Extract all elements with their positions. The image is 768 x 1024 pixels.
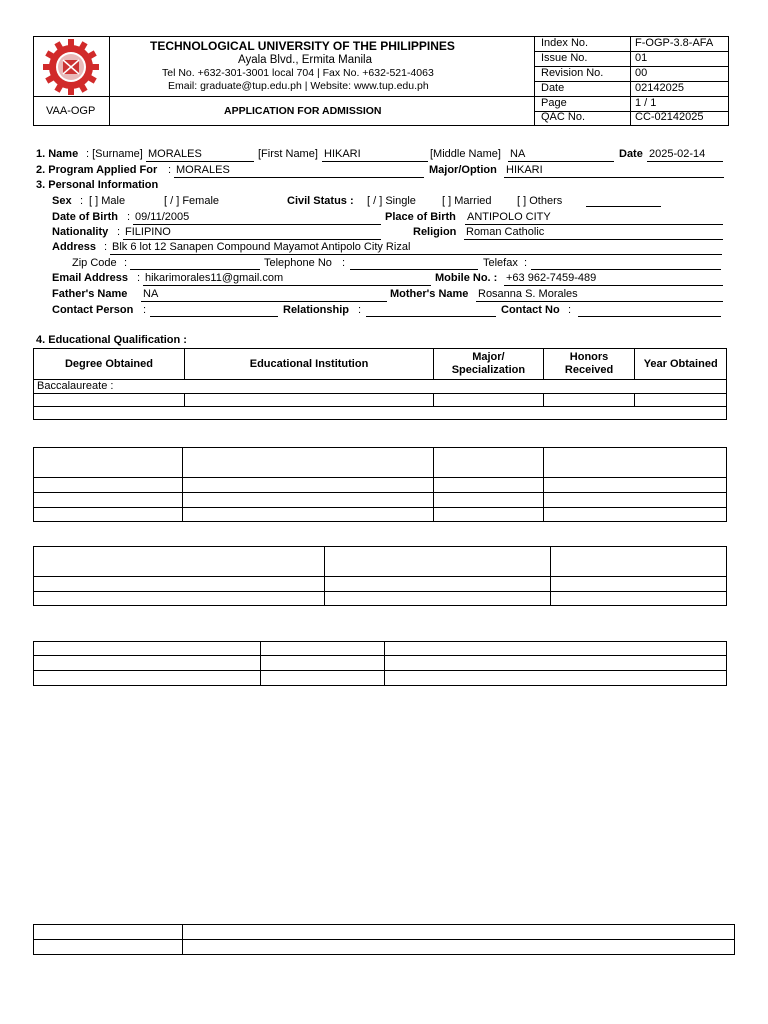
program-field[interactable]: MORALES bbox=[174, 164, 424, 178]
table-header-row bbox=[34, 349, 727, 380]
blank-table-4 bbox=[33, 641, 727, 686]
table-row bbox=[34, 380, 727, 394]
table-cell[interactable] bbox=[544, 478, 727, 493]
blank-table-5 bbox=[33, 924, 735, 955]
father-field[interactable]: NA bbox=[141, 288, 387, 302]
father-label: Father's Name bbox=[52, 288, 128, 300]
table-cell[interactable] bbox=[34, 493, 183, 508]
religion-field[interactable]: Roman Catholic bbox=[464, 226, 723, 240]
address-label: Address bbox=[52, 241, 97, 253]
baccalaureate-label: Baccalaureate : bbox=[34, 380, 727, 394]
colon: : bbox=[342, 257, 346, 269]
table-cell[interactable] bbox=[260, 642, 384, 656]
zip-field[interactable] bbox=[130, 269, 260, 270]
blank-table-2 bbox=[33, 447, 727, 522]
surname-field[interactable]: MORALES bbox=[146, 148, 254, 162]
university-contacts: Email: graduate@tup.edu.ph | Website: www.tup.edu.ph bbox=[168, 80, 429, 92]
nationality-field[interactable]: FILIPINO bbox=[123, 226, 381, 240]
university-address: Ayala Blvd., Ermita Manila bbox=[238, 54, 373, 66]
table-cell[interactable] bbox=[543, 394, 635, 407]
form-title: APPLICATION FOR ADMISSION bbox=[224, 105, 382, 117]
table-row bbox=[34, 394, 727, 407]
program-label: 2. Program Applied For bbox=[36, 164, 158, 176]
table-cell[interactable] bbox=[34, 407, 727, 420]
table-cell[interactable] bbox=[183, 448, 434, 478]
table-cell[interactable] bbox=[34, 925, 183, 940]
doc-info-value: 02142025 bbox=[635, 82, 684, 94]
table-row bbox=[34, 478, 727, 493]
sex-male-checkbox[interactable]: [ ] Male bbox=[89, 195, 126, 207]
date-label: Date bbox=[619, 148, 643, 160]
header-year: Year Obtained bbox=[635, 349, 727, 380]
doc-info-value: 00 bbox=[635, 67, 648, 79]
religion-label: Religion bbox=[413, 226, 457, 238]
table-cell[interactable] bbox=[434, 448, 544, 478]
doc-info-label: Index No. bbox=[541, 37, 589, 49]
table-cell[interactable] bbox=[34, 671, 261, 686]
colon: : bbox=[104, 241, 108, 253]
contact-no-label: Contact No bbox=[501, 304, 560, 316]
colon: : bbox=[143, 304, 147, 316]
colon: : bbox=[524, 257, 528, 269]
contact-person-label: Contact Person bbox=[52, 304, 134, 316]
form-code: VAA-OGP bbox=[46, 105, 96, 117]
sex-label: Sex bbox=[52, 195, 72, 207]
header-degree: Degree Obtained bbox=[34, 349, 185, 380]
mobile-label: Mobile No. : bbox=[435, 272, 498, 284]
table-cell[interactable] bbox=[635, 394, 727, 407]
telephone-field[interactable] bbox=[350, 269, 478, 270]
table-row bbox=[34, 656, 727, 671]
address-field[interactable]: Blk 6 lot 12 Sanapen Compound Mayamot Antipolo City Rizal bbox=[110, 241, 722, 255]
education-table bbox=[33, 348, 727, 420]
dob-label: Date of Birth bbox=[52, 211, 118, 223]
doc-info-value: F-OGP-3.8-AFA bbox=[635, 37, 714, 49]
table-cell[interactable] bbox=[434, 394, 544, 407]
education-heading: 4. Educational Qualification : bbox=[36, 334, 187, 346]
table-cell[interactable] bbox=[324, 592, 551, 606]
mother-field[interactable]: Rosanna S. Morales bbox=[476, 288, 723, 302]
table-cell[interactable] bbox=[183, 478, 434, 493]
header-honors: Honors Received bbox=[543, 349, 635, 380]
table-cell[interactable] bbox=[183, 508, 434, 522]
table-cell[interactable] bbox=[34, 656, 261, 671]
table-cell[interactable] bbox=[34, 642, 261, 656]
nationality-label: Nationality bbox=[52, 226, 109, 238]
tup-seal-icon bbox=[36, 39, 106, 95]
first-name-field[interactable]: HIKARI bbox=[322, 148, 428, 162]
table-row bbox=[34, 592, 727, 606]
table-cell[interactable] bbox=[34, 940, 183, 955]
personal-info-heading: 3. Personal Information bbox=[36, 179, 159, 191]
doc-info-label: Revision No. bbox=[541, 67, 604, 79]
middle-name-field[interactable]: NA bbox=[508, 148, 614, 162]
email-label: Email Address bbox=[52, 272, 129, 284]
doc-info-value: CC-02142025 bbox=[635, 111, 704, 123]
name-section-label: 1. Name bbox=[36, 148, 79, 160]
colon: : bbox=[124, 257, 128, 269]
dob-field[interactable]: 09/11/2005 bbox=[133, 211, 381, 225]
doc-info-label: Page bbox=[541, 97, 567, 109]
email-field[interactable]: hikarimorales11@gmail.com bbox=[143, 272, 431, 286]
colon: : bbox=[568, 304, 572, 316]
table-cell[interactable] bbox=[384, 656, 726, 671]
contact-person-field[interactable] bbox=[150, 316, 278, 317]
university-name: TECHNOLOGICAL UNIVERSITY OF THE PHILIPPINES bbox=[150, 39, 455, 53]
table-row bbox=[34, 940, 735, 955]
table-row bbox=[34, 671, 727, 686]
table-cell[interactable] bbox=[34, 592, 325, 606]
table-row bbox=[34, 448, 727, 478]
colon: : bbox=[80, 195, 84, 207]
table-row bbox=[34, 493, 727, 508]
university-phones: Tel No. +632-301-3001 local 704 | Fax No. +632-521-4063 bbox=[162, 67, 434, 79]
table-cell[interactable] bbox=[384, 671, 726, 686]
table-cell[interactable] bbox=[544, 448, 727, 478]
pob-label: Place of Birth bbox=[385, 211, 456, 223]
doc-info-label: QAC No. bbox=[541, 111, 586, 123]
table-cell[interactable] bbox=[384, 642, 726, 656]
table-cell[interactable] bbox=[34, 478, 183, 493]
major-label: Major/Option bbox=[429, 164, 497, 176]
sex-female-checkbox[interactable]: [ / ] Female bbox=[164, 195, 220, 207]
table-cell[interactable] bbox=[544, 493, 727, 508]
colon: : bbox=[137, 272, 141, 284]
doc-info-label: Date bbox=[541, 82, 565, 94]
header-institution: Educational Institution bbox=[184, 349, 433, 380]
table-cell[interactable] bbox=[544, 508, 727, 522]
table-row bbox=[34, 547, 727, 577]
table-cell[interactable] bbox=[551, 547, 727, 577]
doc-info-label: Issue No. bbox=[541, 52, 588, 64]
table-row bbox=[34, 925, 735, 940]
table-cell[interactable] bbox=[183, 493, 434, 508]
telephone-label: Telephone No bbox=[264, 257, 332, 269]
table-cell[interactable] bbox=[184, 394, 433, 407]
table-cell[interactable] bbox=[434, 508, 544, 522]
relationship-field[interactable] bbox=[366, 316, 496, 317]
table-cell[interactable] bbox=[434, 493, 544, 508]
table-row bbox=[34, 642, 727, 656]
table-cell[interactable] bbox=[34, 547, 325, 577]
university-logo bbox=[36, 39, 106, 95]
doc-info-value: 01 bbox=[635, 52, 648, 64]
contact-no-field[interactable] bbox=[578, 316, 721, 317]
table-cell[interactable] bbox=[34, 577, 325, 592]
telefax-field[interactable] bbox=[531, 269, 721, 270]
civil-others-field[interactable] bbox=[586, 206, 661, 207]
table-cell[interactable] bbox=[551, 577, 727, 592]
date-field[interactable]: 2025-02-14 bbox=[647, 148, 723, 162]
colon: : bbox=[127, 211, 131, 223]
civil-status-label: Civil Status : bbox=[287, 195, 354, 207]
telefax-label: Telefax bbox=[483, 257, 518, 269]
table-cell[interactable] bbox=[34, 448, 183, 478]
civil-others-checkbox[interactable]: [ ] Others bbox=[517, 195, 563, 207]
mobile-field[interactable]: +63 962-7459-489 bbox=[504, 272, 723, 286]
colon: : bbox=[358, 304, 362, 316]
major-field[interactable]: HIKARI bbox=[504, 164, 724, 178]
pob-field[interactable]: ANTIPOLO CITY bbox=[465, 211, 723, 225]
table-cell[interactable] bbox=[324, 547, 551, 577]
surname-label: : [Surname] bbox=[86, 148, 143, 160]
table-row bbox=[34, 508, 727, 522]
colon: : bbox=[117, 226, 121, 238]
table-cell[interactable] bbox=[34, 508, 183, 522]
table-cell[interactable] bbox=[260, 671, 384, 686]
relationship-label: Relationship bbox=[283, 304, 350, 316]
civil-single-checkbox[interactable]: [ / ] Single bbox=[367, 195, 416, 207]
table-row bbox=[34, 577, 727, 592]
middle-name-label: [Middle Name] bbox=[430, 148, 501, 160]
table-cell[interactable] bbox=[260, 656, 384, 671]
civil-married-checkbox[interactable]: [ ] Married bbox=[442, 195, 492, 207]
colon: : bbox=[168, 164, 172, 176]
table-cell[interactable] bbox=[324, 577, 551, 592]
header-major: Major/ Specialization bbox=[434, 349, 544, 380]
table-cell[interactable] bbox=[34, 394, 185, 407]
table-cell[interactable] bbox=[551, 592, 727, 606]
first-name-label: [First Name] bbox=[258, 148, 318, 160]
zip-label: Zip Code bbox=[72, 257, 117, 269]
doc-info-value: 1 / 1 bbox=[635, 97, 657, 109]
table-cell[interactable] bbox=[434, 478, 544, 493]
table-row bbox=[34, 407, 727, 420]
mother-label: Mother's Name bbox=[390, 288, 469, 300]
table-cell[interactable] bbox=[182, 940, 734, 955]
blank-table-3 bbox=[33, 546, 727, 606]
table-cell[interactable] bbox=[182, 925, 734, 940]
